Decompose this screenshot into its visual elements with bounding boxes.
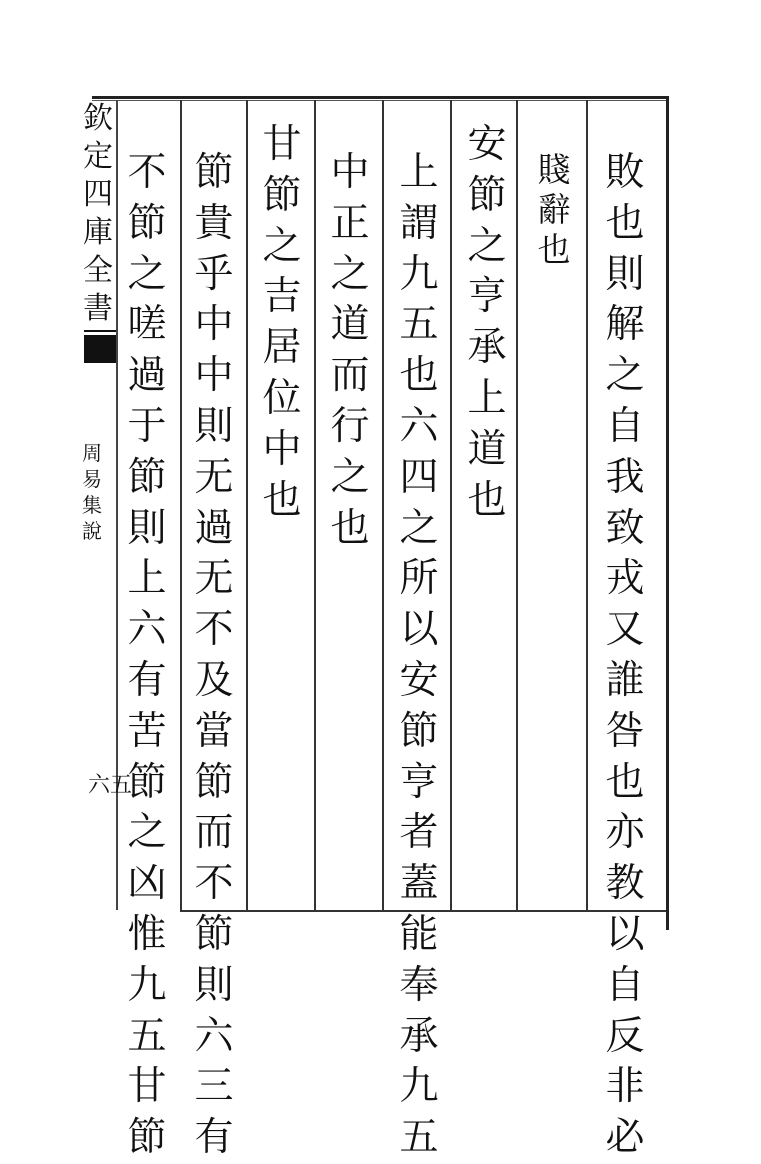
character: 則 <box>127 505 167 551</box>
character: 中 <box>194 302 234 348</box>
character: 則 <box>605 251 645 297</box>
character: 不 <box>127 150 167 195</box>
character: 上 <box>399 150 439 195</box>
character: 集 <box>82 493 102 517</box>
character: 有 <box>194 1115 234 1161</box>
character: 也 <box>330 505 370 551</box>
character: 過 <box>194 505 234 551</box>
character: 節 <box>127 454 167 500</box>
character: 敗 <box>605 150 645 195</box>
character: 亨 <box>467 274 507 320</box>
character: 九 <box>399 1064 439 1110</box>
character: 之 <box>467 223 507 269</box>
character: 四 <box>399 454 439 500</box>
fishtail-divider <box>84 330 116 332</box>
column-rule <box>382 100 384 910</box>
character: 則 <box>194 403 234 449</box>
character: 之 <box>127 810 167 856</box>
character: 而 <box>330 353 370 399</box>
character: 咎 <box>605 708 645 754</box>
character: 貴 <box>194 200 234 246</box>
character: 道 <box>330 302 370 348</box>
character: 安 <box>399 657 439 703</box>
character: 節 <box>467 172 507 218</box>
character: 嗟 <box>127 302 167 348</box>
character: 也 <box>399 353 439 399</box>
character: 甘 <box>127 1064 167 1110</box>
column-rule <box>450 100 452 910</box>
character: 書 <box>83 291 113 326</box>
character: 承 <box>467 325 507 371</box>
character: 辭 <box>537 190 571 229</box>
character: 而 <box>194 810 234 856</box>
character: 謂 <box>399 200 439 246</box>
text-column <box>395 148 443 1164</box>
character: 則 <box>194 962 234 1008</box>
text-column <box>601 148 649 1164</box>
character: 之 <box>127 251 167 297</box>
character: 節 <box>127 759 167 805</box>
character: 不 <box>194 861 234 907</box>
character: 易 <box>82 467 102 491</box>
character: 庫 <box>83 215 113 250</box>
character: 六 <box>127 607 167 653</box>
character: 六 <box>399 403 439 449</box>
character: 教 <box>605 861 645 907</box>
character: 說 <box>82 519 102 543</box>
text-column-small <box>530 150 578 270</box>
margin-book-title <box>80 100 116 328</box>
character: 甘 <box>262 122 302 167</box>
character: 蓋 <box>399 861 439 907</box>
text-column <box>463 120 511 526</box>
character: 節 <box>127 200 167 246</box>
character: 安 <box>467 122 507 167</box>
character: 以 <box>399 607 439 653</box>
character: 之 <box>262 223 302 269</box>
character: 五 <box>399 302 439 348</box>
character: 位 <box>262 375 302 421</box>
character: 自 <box>605 403 645 449</box>
character: 非 <box>605 1064 645 1110</box>
character: 周 <box>82 441 102 465</box>
frame-top-border <box>92 96 668 99</box>
character: 正 <box>330 200 370 246</box>
character: 中 <box>330 150 370 195</box>
character: 上 <box>467 375 507 421</box>
text-column <box>123 148 171 1164</box>
character: 節 <box>194 911 234 957</box>
character: 惟 <box>127 911 167 957</box>
character: 又 <box>605 607 645 653</box>
character: 凶 <box>127 861 167 907</box>
character: 也 <box>262 477 302 523</box>
character: 全 <box>83 253 113 288</box>
character: 欽 <box>83 101 113 136</box>
column-rule <box>180 100 182 910</box>
character: 中 <box>262 426 302 472</box>
character: 四 <box>83 177 113 212</box>
character: 我 <box>605 454 645 500</box>
character: 必 <box>605 1115 645 1161</box>
frame-right-border <box>666 96 669 930</box>
text-column <box>190 148 238 1164</box>
column-rule <box>246 100 248 910</box>
character: 居 <box>262 325 302 371</box>
character: 于 <box>127 403 167 449</box>
character: 賤 <box>537 150 571 189</box>
character: 反 <box>605 1013 645 1059</box>
character: 解 <box>605 302 645 348</box>
character: 之 <box>605 353 645 399</box>
character: 承 <box>399 1013 439 1059</box>
character: 道 <box>467 426 507 472</box>
character: 九 <box>127 962 167 1008</box>
character: 也 <box>605 200 645 246</box>
column-rule <box>516 100 518 910</box>
character: 及 <box>194 657 234 703</box>
character: 吉 <box>262 274 302 320</box>
character: 自 <box>605 962 645 1008</box>
character: 六 <box>194 1013 234 1059</box>
character: 者 <box>399 810 439 856</box>
character: 亨 <box>399 759 439 805</box>
character: 乎 <box>194 251 234 297</box>
character: 節 <box>399 708 439 754</box>
character: 過 <box>127 353 167 399</box>
character: 能 <box>399 911 439 957</box>
character: 所 <box>399 556 439 602</box>
character: 奉 <box>399 962 439 1008</box>
character: 九 <box>399 251 439 297</box>
character: 无 <box>194 454 234 500</box>
character: 誰 <box>605 657 645 703</box>
character: 有 <box>127 657 167 703</box>
character: 節 <box>194 150 234 195</box>
character: 也 <box>605 759 645 805</box>
character: 亦 <box>605 810 645 856</box>
character: 節 <box>194 759 234 805</box>
text-column <box>258 120 306 526</box>
character: 不 <box>194 607 234 653</box>
character: 五 <box>399 1115 439 1161</box>
character: 之 <box>330 454 370 500</box>
margin-page-number: 六五 <box>88 773 133 798</box>
character: 節 <box>127 1115 167 1161</box>
character: 之 <box>330 251 370 297</box>
character: 中 <box>194 353 234 399</box>
character: 三 <box>194 1064 234 1110</box>
character: 五 <box>127 1013 167 1059</box>
character: 行 <box>330 403 370 449</box>
character: 致 <box>605 505 645 551</box>
column-rule <box>314 100 316 910</box>
character: 以 <box>605 911 645 957</box>
character: 之 <box>399 505 439 551</box>
character: 上 <box>127 556 167 602</box>
text-column <box>326 148 374 554</box>
character: 苦 <box>127 708 167 754</box>
margin-book-name <box>82 440 102 544</box>
column-rule <box>586 100 588 910</box>
character: 也 <box>537 230 571 269</box>
character: 戎 <box>605 556 645 602</box>
character: 當 <box>194 708 234 754</box>
character: 節 <box>262 172 302 218</box>
character: 也 <box>467 477 507 523</box>
character: 定 <box>83 139 113 174</box>
fishtail-mark <box>84 335 116 363</box>
character: 无 <box>194 556 234 602</box>
frame-top-inner-border <box>92 100 668 101</box>
